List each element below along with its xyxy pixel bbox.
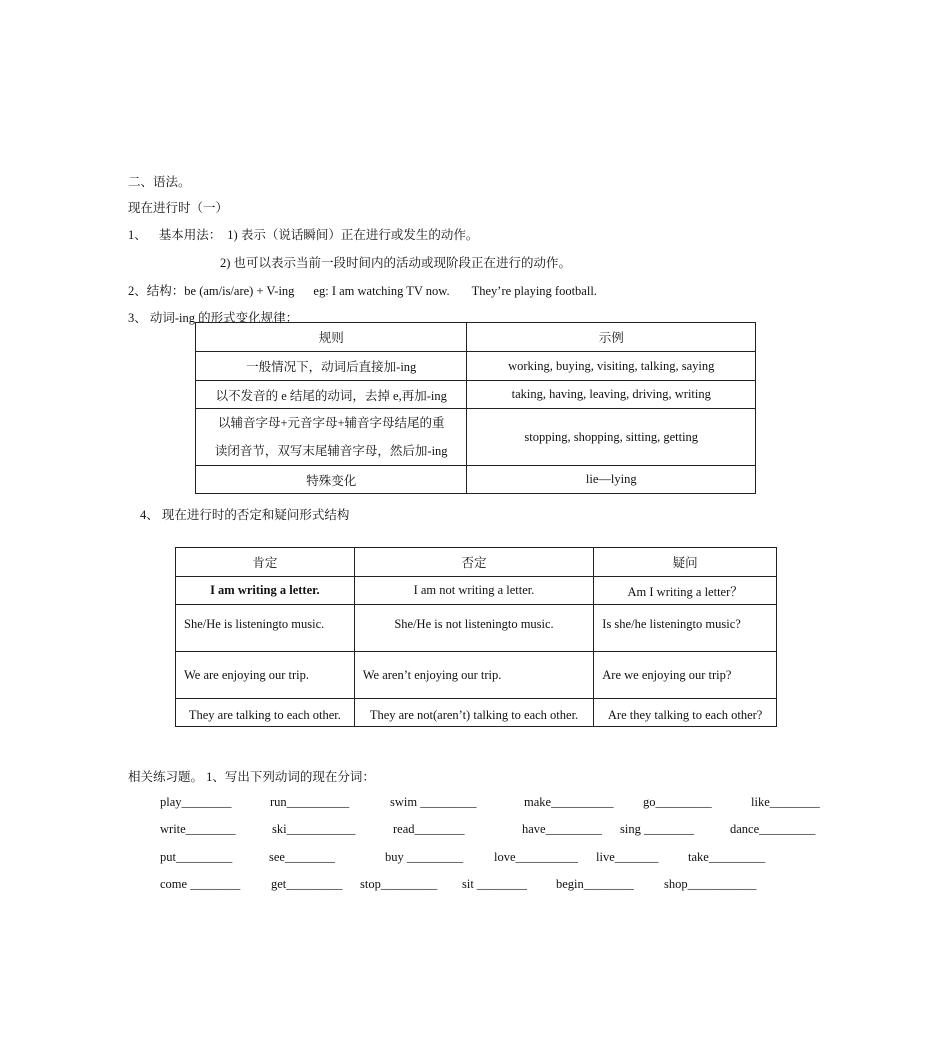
example-cell: lie—lying	[467, 466, 756, 494]
table-header-row	[176, 548, 777, 577]
header-affirmative: 肯定	[176, 548, 355, 577]
ing-rules-table	[195, 322, 756, 494]
header-negative: 否定	[354, 548, 594, 577]
usage-label: 基本用法：	[158, 228, 222, 242]
exercise-item: go_________	[643, 795, 712, 809]
negative-cell: She/He is not listeningto music.	[354, 605, 594, 652]
header-question: 疑问	[594, 548, 777, 577]
example-cell: working, buying, visiting, talking, saying	[467, 352, 756, 381]
table-row	[176, 605, 777, 652]
table-row	[196, 381, 756, 409]
rule-cell: 一般情况下，动词后直接加-ing	[196, 352, 467, 381]
table-row	[176, 577, 777, 605]
question-cell: Are we enjoying our trip?	[594, 652, 777, 699]
table-row	[196, 352, 756, 381]
structure-example-1: eg: I am watching TV now.	[313, 284, 450, 298]
exercise-item: come ________	[160, 877, 241, 891]
exercise-item: sit ________	[462, 877, 527, 891]
exercise-item: make__________	[524, 795, 614, 809]
exercise-item: love__________	[494, 850, 579, 864]
header-example: 示例	[467, 323, 756, 352]
rule-cell	[196, 409, 467, 466]
usage-line-1	[128, 225, 478, 243]
affirmative-cell: I am writing a letter.	[176, 577, 355, 605]
rule-cell-line-2: 读闭音节，双写末尾辅音字母，然后加-ing	[214, 444, 448, 458]
exercise-item: run__________	[270, 795, 350, 809]
usage-point-1: 1) 表示（说话瞬间）正在进行或发生的动作。	[227, 228, 479, 242]
question-cell: Are they talking to each other?	[594, 699, 777, 727]
structure-prefix: 2、结构：	[128, 284, 185, 298]
usage-number: 1、	[128, 228, 147, 242]
rule-cell: 以不发音的 e 结尾的动词，去掉 e,再加-ing	[196, 381, 467, 409]
exercise-item: stop_________	[360, 877, 438, 891]
affirmative-cell: We are enjoying our trip.	[176, 652, 355, 699]
exercise-item: get_________	[271, 877, 343, 891]
exercise-item: like________	[751, 795, 820, 809]
exercise-item: take_________	[688, 850, 766, 864]
question-cell: Is she/he listeningto music?	[594, 605, 777, 652]
table-header-row	[196, 323, 756, 352]
exercise-item: begin________	[556, 877, 634, 891]
table-row	[176, 652, 777, 699]
forms-table	[175, 547, 777, 727]
negative-cell: I am not writing a letter.	[354, 577, 594, 605]
exercise-item: play________	[160, 795, 232, 809]
exercise-item: put_________	[160, 850, 233, 864]
negative-cell: They are not(aren’t) talking to each other.	[354, 699, 594, 727]
rule-cell-line-1: 以辅音字母+元音字母+辅音字母结尾的重	[217, 416, 445, 430]
structure-example-2: They’re playing football.	[471, 284, 597, 298]
exercise-item: dance_________	[730, 822, 816, 836]
example-cell: taking, having, leaving, driving, writing	[467, 381, 756, 409]
example-cell: stopping, shopping, sitting, getting	[467, 409, 756, 466]
question-cell: Am I writing a letter？	[594, 577, 777, 605]
structure-formula: be (am/is/are) + V-ing	[184, 284, 295, 298]
exercise-title: 相关练习题。 1、写出下列动词的现在分词：	[128, 770, 375, 784]
exercise-item: shop___________	[664, 877, 757, 891]
exercise-item: sing ________	[620, 822, 694, 836]
structure-line	[128, 281, 597, 299]
ing-rules-title: 3、 动词-ing 的形式变化规律：	[128, 311, 299, 325]
header-rule: 规则	[196, 323, 467, 352]
exercise-item: have_________	[522, 822, 602, 836]
exercise-item: swim _________	[390, 795, 477, 809]
affirmative-cell: She/He is listeningto music.	[176, 605, 355, 652]
exercise-item: ski___________	[272, 822, 356, 836]
table-row	[196, 409, 756, 466]
forms-title: 4、 现在进行时的否定和疑问形式结构	[140, 508, 350, 522]
rule-cell: 特殊变化	[196, 466, 467, 494]
negative-cell: We aren’t enjoying our trip.	[354, 652, 594, 699]
table-row	[176, 699, 777, 727]
exercise-item: live_______	[596, 850, 659, 864]
table-row	[196, 466, 756, 494]
affirmative-cell: They are talking to each other.	[176, 699, 355, 727]
section-heading: 二、语法。	[128, 175, 191, 189]
exercise-item: write________	[160, 822, 236, 836]
usage-point-2: 2) 也可以表示当前一段时间内的活动或现阶段正在进行的动作。	[220, 256, 572, 270]
exercise-item: see________	[269, 850, 335, 864]
exercise-item: buy _________	[385, 850, 464, 864]
topic-heading: 现在进行时（一）	[128, 201, 229, 215]
exercise-item: read________	[393, 822, 465, 836]
